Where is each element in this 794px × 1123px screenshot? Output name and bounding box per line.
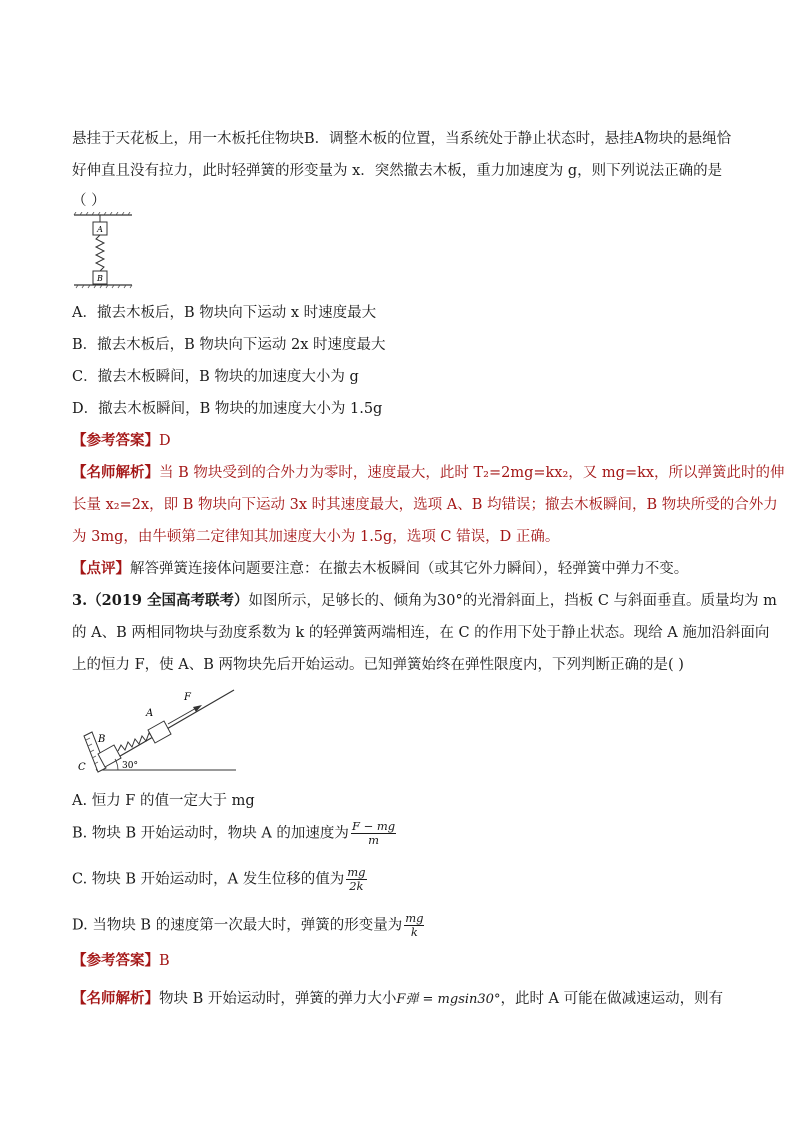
q3-answer-value: B [159,953,170,969]
q3-label-angle: 30° [122,761,138,771]
q3-option-c-den: 2k [349,879,364,893]
q3-option-c-fraction [346,866,366,893]
q3-analysis-text1-end: ，此时 A 可能在做减速运动，则有 [500,991,724,1007]
q3-number: 3. [72,592,88,609]
q3-answer [72,950,170,972]
q2-label-b: B [97,274,103,283]
q3-analysis-text1: 物块 B 开始运动时，弹簧的弹力大小 [159,991,397,1007]
q3-label-c: C [78,762,86,773]
q2-analysis-line3: 为 3mg，由牛顿第二定律知其加速度大小为 1.5g，选项 C 错误，D 正确。 [72,529,560,545]
q2-comment [72,558,688,580]
q3-label-f: F [184,692,191,703]
q2-spring-figure [72,212,134,294]
q3-option-d-den: k [410,925,418,939]
q3-label-b: B [98,734,106,745]
q2-answer [72,430,171,452]
q3-option-b-den: m [368,833,379,847]
q2-analysis-tag: 【名师解析】 [72,464,159,481]
q2-label-a: A [97,225,103,234]
q3-option-b-num: F − mg [351,819,396,833]
q3-analysis-tag: 【名师解析】 [72,990,159,1007]
q3-option-b-text: B. 物块 B 开始运动时，物块 A 的加速度为 [72,825,349,842]
q2-option-b: B．撤去木板后，B 物块向下运动 2x 时速度最大 [72,337,386,353]
q3-label-a: A [146,708,154,719]
q2-option-d: D．撤去木板瞬间，B 物块的加速度大小为 1.5g [72,401,383,417]
q3-answer-tag: 【参考答案】 [72,952,159,969]
q2-bracket: （ ） [72,193,106,209]
q2-option-a: A．撤去木板后，B 物块向下运动 x 时速度最大 [72,305,377,321]
q3-option-b-fraction [351,820,396,847]
q2-stem-line2: 好伸直且没有拉力，此时轻弹簧的形变量为 x．突然撤去木板，重力加速度为 g，则下列说法正确的是 [72,163,723,179]
q2-option-c: C．撤去木板瞬间，B 物块的加速度大小为 g [72,369,359,385]
q3-analysis-formula: F弹 = mgsin30° [396,992,501,1007]
q3-source: （2019 全国高考联考） [87,592,249,609]
q3-option-d [72,912,426,939]
q3-option-d-fraction [404,912,424,939]
q2-comment-tag: 【点评】 [72,560,130,577]
q3-stem-line1 [72,590,777,612]
q3-option-c-text: C. 物块 B 开始运动时，A 发生位移的值为 [72,871,345,888]
q3-option-c-num: mg [347,865,366,879]
q3-stem-text1: 如图所示，足够长的、倾角为30°的光滑斜面上，挡板 C 与斜面垂直。质量均为 m [248,593,777,609]
q3-option-a: A. 恒力 F 的值一定大于 mg [72,793,255,809]
q3-analysis-line1 [72,988,723,1011]
q3-option-b [72,820,398,847]
q3-incline-figure [76,684,241,776]
q3-option-d-num: mg [405,911,424,925]
q3-stem-line2: 的 A、B 两相同物块与劲度系数为 k 的轻弹簧两端相连，在 C 的作用下处于静止状态。现给 A 施加沿斜面向 [72,625,770,641]
q2-comment-text: 解答弹簧连接体问题要注意：在撤去木板瞬间（或其它外力瞬间），轻弹簧中弹力不变。 [130,561,689,577]
q3-stem-line3: 上的恒力 F，使 A、B 两物块先后开始运动。已知弹簧始终在弹性限度内，下列判断正确的是( ) [72,657,684,673]
q3-option-c [72,866,369,893]
q2-answer-value: D [159,433,171,449]
q3-option-d-text: D. 当物块 B 的速度第一次最大时，弹簧的形变量为 [72,917,403,934]
q2-answer-tag: 【参考答案】 [72,432,159,449]
q2-stem-line1: 悬挂于天花板上，用一木板托住物块B．调整木板的位置，当系统处于静止状态时，悬挂A物块的悬绳恰 [72,131,732,147]
q2-analysis-text1: 当 B 物块受到的合外力为零时，速度最大，此时 T₂=2mg=kx₂，又 mg=kx，所以弹簧此时的伸 [159,465,785,481]
q2-analysis-line2: 长量 x₂=2x，即 B 物块向下运动 3x 时其速度最大，选项 A、B 均错误；撤去木板瞬间，B 物块所受的合外力 [72,497,778,513]
q2-analysis-line1 [72,462,785,484]
